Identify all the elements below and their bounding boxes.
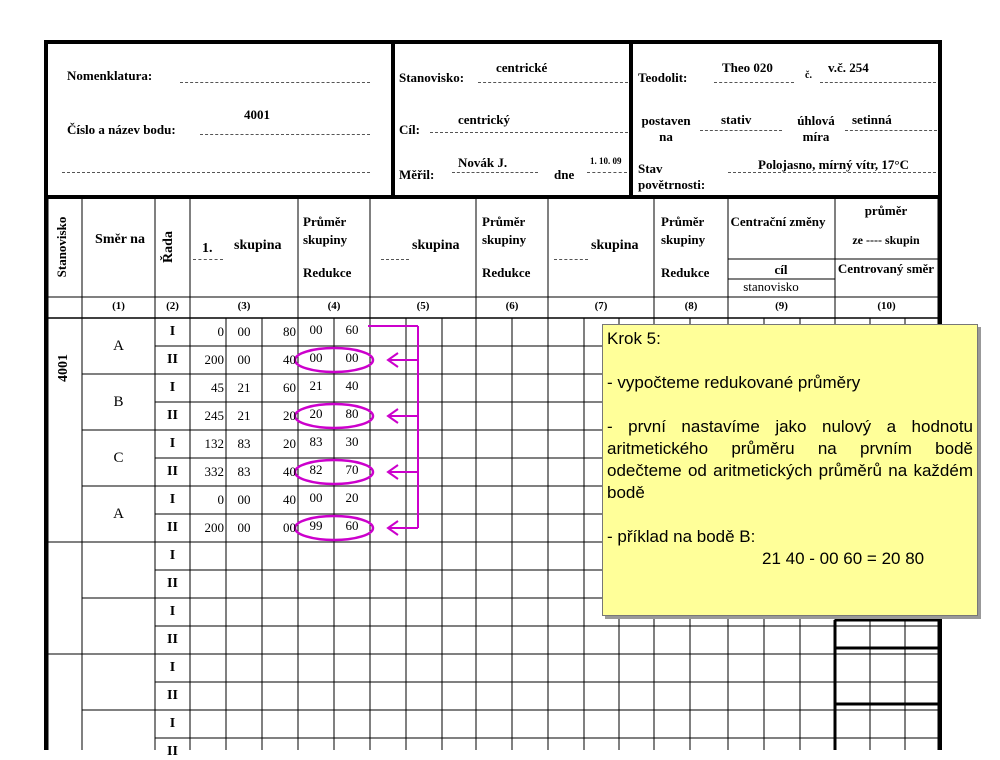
average-minutes: 00 (345, 350, 359, 365)
angle-degrees: 200 (204, 352, 224, 367)
col-prumer-6: Průměr skupiny (482, 214, 527, 247)
average-grads: 00 (309, 322, 323, 337)
angle-minutes: 21 (237, 380, 251, 395)
teodolit-value: Theo 020 (722, 60, 773, 75)
stav-label: Stav povětrnosti: (638, 161, 706, 192)
column-number: (2) (166, 300, 179, 312)
callout-example: 21 40 - 00 60 = 20 80 (762, 549, 925, 568)
target-label: B (113, 394, 124, 410)
rada-cell: I (169, 548, 176, 563)
average-grads: 00 (309, 350, 323, 365)
col-ze-skupin: ze ---- skupin (852, 233, 920, 247)
angle-degrees: 45 (211, 380, 224, 395)
angle-seconds: 20 (283, 436, 296, 451)
target-label: A (113, 338, 124, 354)
postaven-value: stativ (721, 112, 752, 127)
station-label: 4001 (56, 354, 71, 382)
col-prumer-4: Průměr skupiny (303, 214, 348, 247)
col-skupina1: skupina (234, 238, 282, 253)
dne-value: 1. 10. 09 (590, 156, 622, 166)
col-stanovisko: Stanovisko (54, 216, 69, 278)
cil-value: centrický (458, 112, 510, 127)
average-minutes: 80 (345, 406, 359, 421)
column-number: (9) (775, 300, 788, 312)
cislo-label: Číslo a název bodu: (67, 122, 176, 137)
uhlova-value: setinná (852, 112, 892, 127)
rada-cell: I (169, 380, 176, 395)
column-number: (10) (877, 300, 896, 312)
rada-cell: II (167, 464, 178, 479)
cislo-value: 4001 (244, 107, 270, 122)
angle-degrees: 132 (204, 436, 224, 451)
callout-title: Krok 5: (607, 329, 661, 348)
rada-cell: II (167, 632, 178, 647)
column-number: (4) (327, 300, 341, 312)
stanovisko-label: Stanovisko: (399, 70, 465, 85)
col-rada: Řada (161, 231, 176, 263)
average-minutes: 40 (345, 378, 359, 393)
nomenklatura-label: Nomenklatura: (67, 68, 153, 83)
meril-label: Měřil: (399, 167, 435, 182)
rada-cell: II (167, 744, 178, 759)
column-number: (1) (112, 300, 125, 312)
angle-minutes: 21 (237, 408, 251, 423)
target-label: C (113, 450, 124, 466)
average-grads: 00 (309, 490, 323, 505)
rada-cell: I (169, 716, 176, 731)
angle-minutes: 00 (237, 324, 251, 339)
angle-seconds: 40 (283, 492, 296, 507)
angle-seconds: 80 (283, 324, 296, 339)
average-minutes: 70 (345, 462, 359, 477)
col-skupina7: skupina (591, 238, 639, 253)
angle-seconds: 20 (283, 408, 296, 423)
column-number: (3) (237, 300, 251, 312)
col-stanovisko-small: stanovisko (743, 279, 799, 294)
col-prumer-8: Průměr skupiny (661, 214, 706, 247)
step-callout (602, 324, 978, 616)
col-smer-na: Směr na (95, 232, 145, 247)
callout-line2: - první nastavíme jako nulový a hodnotu aritmetického průměru na prvním bodě odečteme od aritmetických průměrů na každém bodě (607, 417, 973, 502)
rada-cell: II (167, 520, 178, 535)
meril-value: Novák J. (458, 155, 508, 170)
dne-label: dne (554, 167, 575, 182)
average-minutes: 30 (345, 434, 359, 449)
column-number: (8) (684, 300, 698, 312)
rada-cell: I (169, 324, 176, 339)
angle-minutes: 83 (237, 464, 251, 479)
cil-label: Cíl: (399, 122, 420, 137)
col-skupina1-prefix: 1. (202, 241, 213, 256)
angle-minutes: 83 (237, 436, 251, 451)
column-number: (6) (505, 300, 519, 312)
angle-seconds: 00 (283, 520, 296, 535)
teodolit-label: Teodolit: (638, 70, 688, 85)
callout-line1: - vypočteme redukované průměry (607, 373, 861, 392)
angle-seconds: 40 (283, 464, 296, 479)
rada-cell: I (169, 604, 176, 619)
rada-cell: II (167, 352, 178, 367)
angle-seconds: 60 (283, 380, 296, 395)
rada-cell: II (167, 576, 178, 591)
average-grads: 21 (309, 378, 323, 393)
col-cil: cíl (774, 262, 788, 277)
callout-line3: - příklad na bodě B: (607, 527, 756, 546)
col-redukce-6: Redukce (482, 265, 531, 280)
uhlova-label: úhlová míra (797, 113, 835, 144)
column-number: (5) (416, 300, 430, 312)
angle-degrees: 0 (217, 492, 224, 507)
col-centrovany: Centrovaný směr (837, 261, 935, 276)
average-grads: 83 (309, 434, 323, 449)
col-centracni: Centrační změny (730, 214, 826, 229)
average-minutes: 60 (345, 322, 359, 337)
angle-degrees: 0 (217, 324, 224, 339)
average-minutes: 60 (345, 518, 359, 533)
col-redukce-8: Redukce (661, 265, 710, 280)
rada-cell: I (169, 660, 176, 675)
col-prumer: průměr (864, 203, 908, 218)
rada-cell: II (167, 688, 178, 703)
angle-minutes: 00 (237, 520, 251, 535)
angle-degrees: 332 (204, 464, 224, 479)
column-number: (7) (594, 300, 608, 312)
vc-label: č. (805, 70, 812, 81)
stanovisko-value: centrické (496, 60, 548, 75)
col-redukce-4: Redukce (303, 265, 352, 280)
rada-cell: II (167, 408, 178, 423)
average-grads: 20 (309, 406, 323, 421)
col-skupina5: skupina (412, 238, 460, 253)
average-minutes: 20 (345, 490, 359, 505)
average-grads: 82 (309, 462, 323, 477)
stav-value: Polojasno, mírný vítr, 17°C (758, 157, 909, 172)
target-label: A (113, 506, 124, 522)
angle-seconds: 40 (283, 352, 296, 367)
angle-degrees: 245 (204, 408, 224, 423)
average-grads: 99 (309, 518, 323, 533)
rada-cell: I (169, 436, 176, 451)
postaven-label: postaven na (641, 113, 691, 144)
angle-minutes: 00 (237, 492, 251, 507)
vc-value: v.č. 254 (828, 60, 869, 75)
angle-degrees: 200 (204, 520, 224, 535)
rada-cell: I (169, 492, 176, 507)
angle-minutes: 00 (237, 352, 251, 367)
